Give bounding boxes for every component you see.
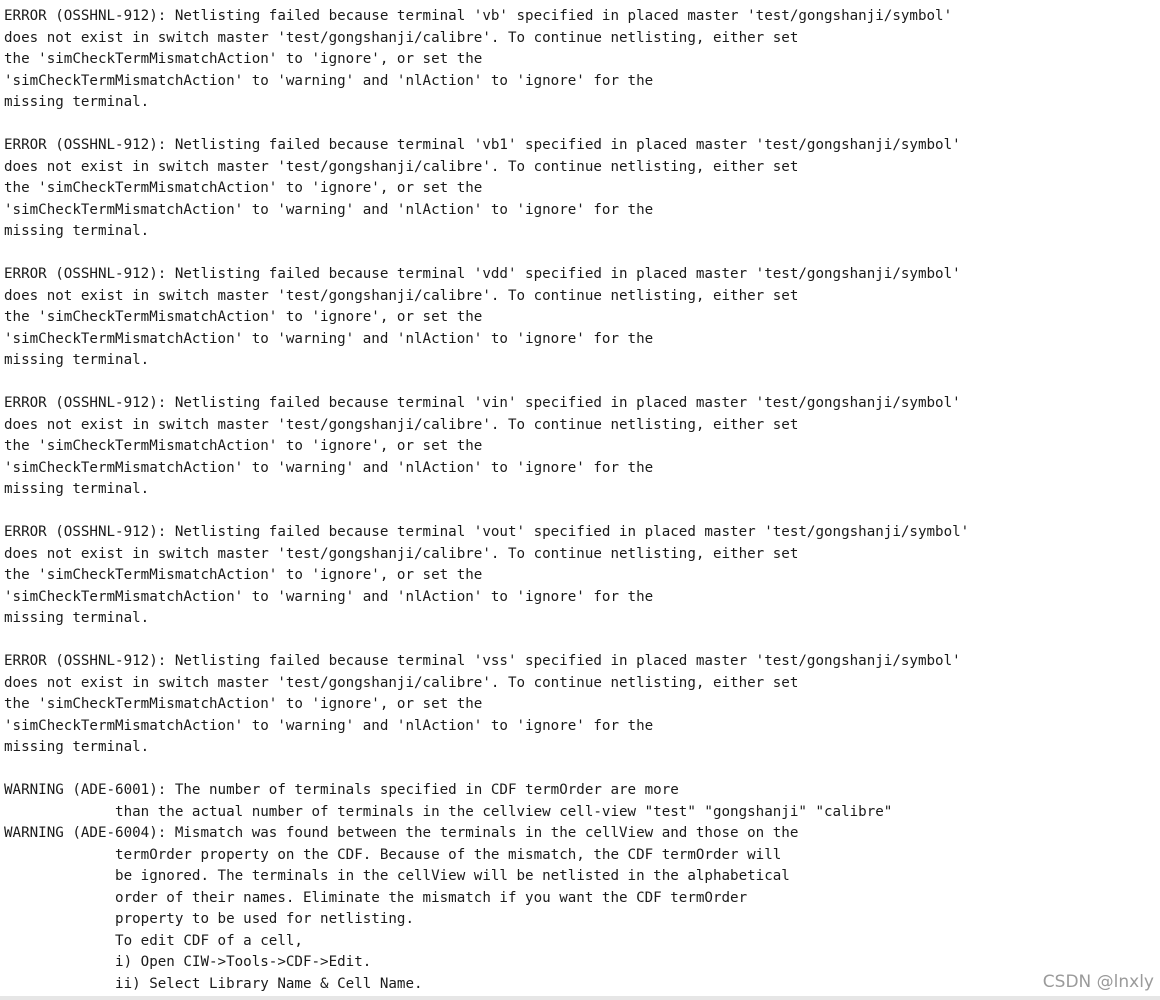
console-line: does not exist in switch master 'test/gongshanji/calibre'. To continue netlisting, either set bbox=[4, 416, 799, 433]
blank-line bbox=[4, 759, 1154, 781]
console-line: 'simCheckTermMismatchAction' to 'warning' and 'nlAction' to 'ignore' for the bbox=[4, 330, 654, 347]
console-line: the 'simCheckTermMismatchAction' to 'ignore', or set the bbox=[4, 696, 483, 712]
console-line: missing terminal. bbox=[4, 610, 150, 626]
console-line: missing terminal. bbox=[4, 739, 150, 755]
blank-line bbox=[4, 372, 1154, 394]
console-line: 'simCheckTermMismatchAction' to 'warning' and 'nlAction' to 'ignore' for the bbox=[4, 717, 654, 734]
console-line: does not exist in switch master 'test/gongshanji/calibre'. To continue netlisting, either set bbox=[4, 29, 799, 46]
blank-line bbox=[4, 630, 1154, 652]
console-output bbox=[4, 6, 1154, 996]
console-line: than the actual number of terminals in the cellview cell-view "test" "gongshanji" "calibre" bbox=[4, 803, 893, 820]
blank-line bbox=[4, 501, 1154, 523]
console-line: the 'simCheckTermMismatchAction' to 'ignore', or set the bbox=[4, 180, 483, 196]
console-line: 'simCheckTermMismatchAction' to 'warning' and 'nlAction' to 'ignore' for the bbox=[4, 201, 654, 218]
console-line: 'simCheckTermMismatchAction' to 'warning' and 'nlAction' to 'ignore' for the bbox=[4, 588, 654, 605]
console-line: ERROR (OSSHNL-912): Netlisting failed because terminal 'vb1' specified in placed master 'test/gongshanji/symbol' bbox=[4, 137, 961, 153]
console-line: missing terminal. bbox=[4, 94, 150, 110]
watermark-text: CSDN @lnxly bbox=[1042, 972, 1154, 992]
blank-line bbox=[4, 114, 1154, 136]
console-line: missing terminal. bbox=[4, 352, 150, 368]
console-line: ERROR (OSSHNL-912): Netlisting failed because terminal 'vin' specified in placed master 'test/gongshanji/symbol' bbox=[4, 395, 961, 411]
console-line: WARNING (ADE-6001): The number of terminals specified in CDF termOrder are more bbox=[4, 782, 679, 798]
console-line: order of their names. Eliminate the mismatch if you want the CDF termOrder bbox=[4, 889, 748, 906]
console-line: does not exist in switch master 'test/gongshanji/calibre'. To continue netlisting, either set bbox=[4, 545, 799, 562]
console-line: does not exist in switch master 'test/gongshanji/calibre'. To continue netlisting, either set bbox=[4, 674, 799, 691]
console-line: the 'simCheckTermMismatchAction' to 'ignore', or set the bbox=[4, 309, 483, 325]
console-line: be ignored. The terminals in the cellView will be netlisted in the alphabetical bbox=[4, 868, 790, 884]
console-line: does not exist in switch master 'test/gongshanji/calibre'. To continue netlisting, either set bbox=[4, 158, 799, 175]
blank-line bbox=[4, 243, 1154, 265]
console-line: ERROR (OSSHNL-912): Netlisting failed because terminal 'vout' specified in placed master 'test/gongshanji/symbol' bbox=[4, 524, 970, 540]
console-line: the 'simCheckTermMismatchAction' to 'ignore', or set the bbox=[4, 567, 483, 583]
console-line: missing terminal. bbox=[4, 223, 150, 239]
bottom-edge bbox=[0, 996, 1160, 1000]
console-line: missing terminal. bbox=[4, 481, 150, 497]
console-line: i) Open CIW->Tools->CDF->Edit. bbox=[4, 954, 372, 970]
console-line: WARNING (ADE-6004): Mismatch was found between the terminals in the cellView and those on the bbox=[4, 825, 799, 841]
console-line: 'simCheckTermMismatchAction' to 'warning' and 'nlAction' to 'ignore' for the bbox=[4, 459, 654, 476]
console-line: ERROR (OSSHNL-912): Netlisting failed because terminal 'vdd' specified in placed master 'test/gongshanji/symbol' bbox=[4, 266, 961, 282]
console-line: ii) Select Library Name & Cell Name. bbox=[4, 975, 423, 992]
console-line: 'simCheckTermMismatchAction' to 'warning' and 'nlAction' to 'ignore' for the bbox=[4, 72, 654, 89]
console-line: does not exist in switch master 'test/gongshanji/calibre'. To continue netlisting, either set bbox=[4, 287, 799, 304]
console-line: the 'simCheckTermMismatchAction' to 'ignore', or set the bbox=[4, 438, 483, 454]
console-line: property to be used for netlisting. bbox=[4, 911, 414, 927]
console-line: the 'simCheckTermMismatchAction' to 'ignore', or set the bbox=[4, 51, 483, 67]
console-line: termOrder property on the CDF. Because of the mismatch, the CDF termOrder will bbox=[4, 846, 782, 863]
console-line: ERROR (OSSHNL-912): Netlisting failed because terminal 'vss' specified in placed master 'test/gongshanji/symbol' bbox=[4, 653, 961, 669]
console-line: ERROR (OSSHNL-912): Netlisting failed because terminal 'vb' specified in placed master 'test/gongshanji/symbol' bbox=[4, 8, 953, 24]
console-line: To edit CDF of a cell, bbox=[4, 932, 303, 949]
